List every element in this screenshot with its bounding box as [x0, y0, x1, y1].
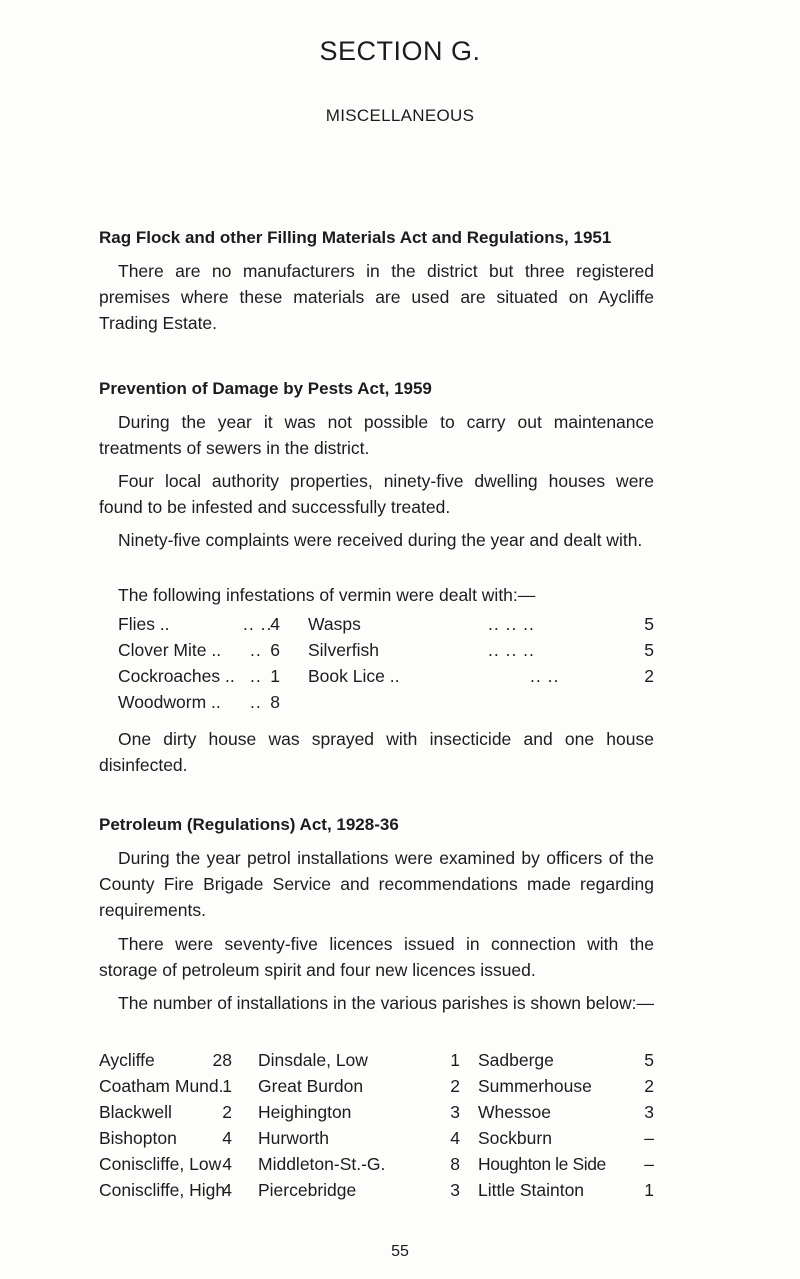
vermin-count: 8 [270, 692, 280, 712]
rag-flock-paragraph: There are no manufacturers in the district but three registered premises where these materials are used are situated on Aycliffe Trading Estate. [99, 261, 654, 333]
vermin-count: 2 [644, 666, 654, 686]
parish-name: Piercebridge [258, 1180, 357, 1200]
parish-name: Heighington [258, 1102, 352, 1122]
parish-count: 5 [644, 1050, 654, 1070]
vermin-leader: .. .. .. [488, 614, 535, 634]
parish-count: 2 [222, 1102, 232, 1122]
parish-count: 2 [450, 1076, 460, 1096]
parish-count: 4 [222, 1128, 232, 1148]
parish-count: 4 [450, 1128, 460, 1148]
parish-name: Dinsdale, Low [258, 1050, 368, 1070]
parish-name: Coatham Mund. [99, 1076, 224, 1096]
vermin-leader: .. .. [530, 666, 560, 686]
vermin-intro: The following infestations of vermin were dealt with:— [118, 585, 536, 605]
parish-count: 3 [450, 1102, 460, 1122]
parish-name: Bishopton [99, 1128, 177, 1148]
petroleum-paragraph-2: There were seventy-five licences issued in connection with the storage of petroleum spirit and four new licences issued. [99, 934, 654, 980]
vermin-leader: .. [250, 640, 262, 660]
parish-name: Whessoe [478, 1102, 551, 1122]
parish-name: Blackwell [99, 1102, 172, 1122]
vermin-name: Cockroaches .. [118, 666, 235, 686]
parish-count: 1 [644, 1180, 654, 1200]
parish-count: 2 [644, 1076, 654, 1096]
page-number: 55 [391, 1243, 409, 1260]
vermin-leader: .. .. .. [488, 640, 535, 660]
parish-count: 4 [222, 1180, 232, 1200]
parish-name: Hurworth [258, 1128, 329, 1148]
parish-count: – [644, 1154, 654, 1174]
vermin-count: 5 [644, 614, 654, 634]
vermin-count: 4 [270, 614, 280, 634]
pests-paragraph-2: Four local authority properties, ninety-five dwelling houses were found to be infested and successfully treated. [99, 471, 654, 517]
vermin-name: Flies .. [118, 614, 170, 634]
vermin-leader: .. [250, 666, 262, 686]
petroleum-paragraph-1: During the year petrol installations were examined by officers of the County Fire Brigade Service and recommendations made regarding requirements. [99, 848, 654, 920]
parish-name: Aycliffe [99, 1050, 155, 1070]
pests-paragraph-1: During the year it was not possible to carry out maintenance treatments of sewers in the district. [99, 412, 654, 458]
vermin-name: Wasps [308, 614, 361, 634]
rag-flock-heading: Rag Flock and other Filling Materials Act and Regulations, 1951 [99, 228, 612, 247]
vermin-name: Book Lice .. [308, 666, 400, 686]
parish-count: 8 [450, 1154, 460, 1174]
parish-name: Coniscliffe, High [99, 1180, 226, 1200]
parish-count: 3 [450, 1180, 460, 1200]
vermin-name: Silverfish [308, 640, 379, 660]
parish-name: Coniscliffe, Low [99, 1154, 222, 1174]
pests-paragraph-4: One dirty house was sprayed with insecticide and one house disinfected. [99, 729, 654, 775]
parish-name: Middleton-St.-G. [258, 1154, 386, 1174]
vermin-count: 1 [270, 666, 280, 686]
vermin-leader: .. [250, 692, 262, 712]
pests-paragraph-3: Ninety-five complaints were received during the year and dealt with. [118, 530, 643, 550]
parish-name: Great Burdon [258, 1076, 364, 1096]
parish-name: Houghton le Side [478, 1154, 606, 1174]
parish-count: 1 [450, 1050, 460, 1070]
vermin-name: Woodworm .. [118, 692, 221, 712]
vermin-name: Clover Mite .. [118, 640, 222, 660]
parish-name: Sockburn [478, 1128, 552, 1148]
parish-name: Sadberge [478, 1050, 554, 1070]
parish-count: 4 [222, 1154, 232, 1174]
parish-count: 28 [212, 1050, 232, 1070]
section-subtitle: MISCELLANEOUS [325, 106, 475, 125]
parish-count: – [644, 1128, 654, 1148]
vermin-count: 6 [270, 640, 280, 660]
parish-name: Little Stainton [478, 1180, 585, 1200]
parish-count: 3 [644, 1102, 654, 1122]
section-title: SECTION G. [319, 36, 481, 66]
vermin-leader: .. .. [243, 614, 273, 634]
pests-heading: Prevention of Damage by Pests Act, 1959 [99, 379, 432, 398]
petroleum-paragraph-3: The number of installations in the various parishes is shown below:— [118, 993, 654, 1013]
petroleum-heading: Petroleum (Regulations) Act, 1928-36 [99, 815, 399, 834]
parish-count: 1 [222, 1076, 232, 1096]
vermin-count: 5 [644, 640, 654, 660]
parish-name: Summerhouse [478, 1076, 592, 1096]
